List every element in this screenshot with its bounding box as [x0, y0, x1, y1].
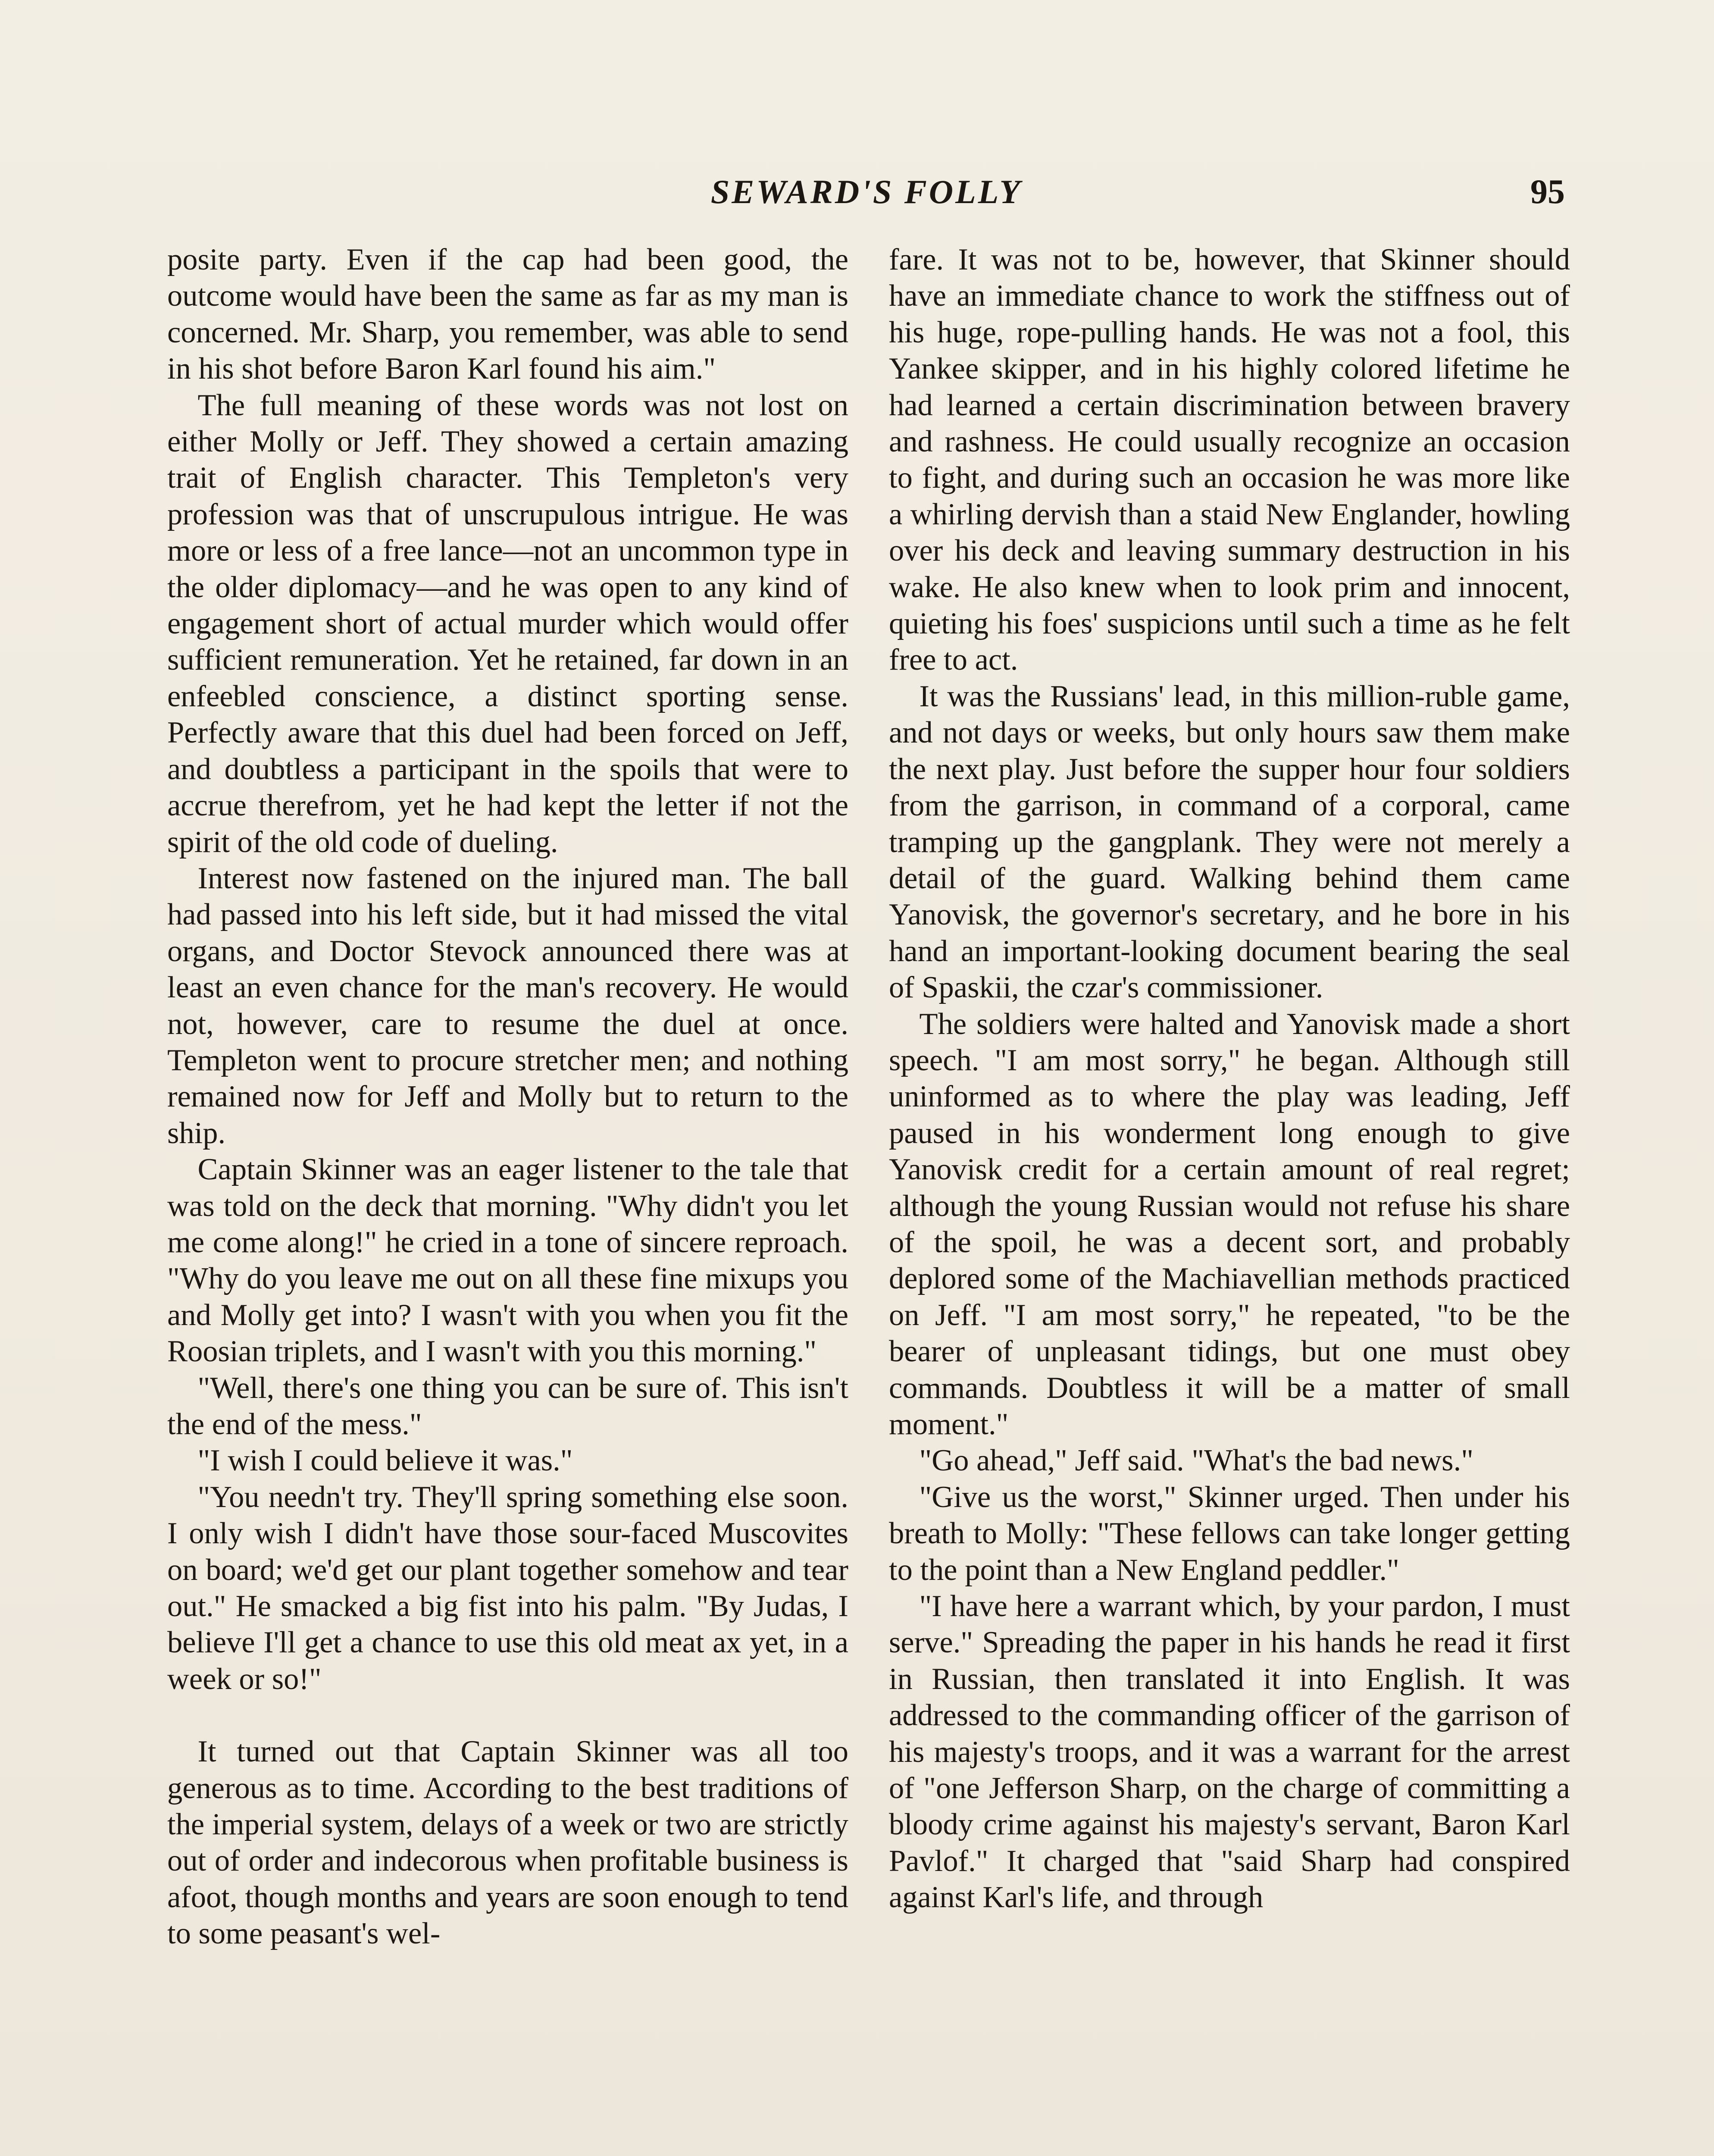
- paragraph: "I have here a warrant which, by your pardon, I must serve." Spreading the paper in his hands he read it first in Russian, then translated it into English. It was addressed to the commanding officer of the garrison of his majesty's troops, and it was a warrant for the arrest of "one Jefferson Sharp, on the charge of committing a bloody crime against his majesty's servant, Baron Karl Pavlof." It charged that "said Sharp had conspired against Karl's life, and through: [889, 1589, 1570, 1915]
- paragraph: fare. It was not to be, however, that Skinner should have an immediate chance to work the stiffness out of his huge, rope-pulling hands. He was not a fool, this Yankee skipper, and in his highly colored lifetime he had learned a certain discrimination between bravery and rashness. He could usually recognize an occasion to fight, and during such an occasion he was more like a whirling dervish than a staid New Englander, howling over his deck and leaving summary destruction in his wake. He also knew when to look prim and innocent, quieting his foes' suspicions until such a time as he felt free to act.: [889, 243, 1570, 677]
- page-number: 95: [1530, 173, 1565, 211]
- paragraph: Captain Skinner was an eager listener to the tale that was told on the deck that morning. "Why didn't you let me come along!" he cried in a tone of sincere reproach. "Why do you leave me out on all these fine mixups you and Molly get into? I wasn't with you when you fit the Roosian triplets, and I wasn't with you this morning.": [167, 1153, 848, 1369]
- paragraph: Interest now fastened on the injured man. The ball had passed into his left side, but it had missed the vital organs, and Doctor Stevock announced there was at least an even chance for the man's recovery. He would not, however, care to resume the duel at once. Templeton went to procure stretcher men; and nothing remained now for Jeff and Molly but to return to the ship.: [167, 861, 848, 1150]
- paragraph: "You needn't try. They'll spring something else soon. I only wish I didn't have those sour-faced Muscovites on board; we'd get our plant together somehow and tear out." He smacked a big fist into his palm. "By Judas, I believe I'll get a chance to use this old meat ax yet, in a week or so!": [167, 1480, 848, 1696]
- paragraph: "Well, there's one thing you can be sure of. This isn't the end of the mess.": [167, 1371, 848, 1441]
- right-text-column: [889, 241, 1570, 1916]
- paragraph: "Give us the worst," Skinner urged. Then under his breath to Molly: "These fellows can take longer getting to the point than a New England peddler.": [889, 1480, 1570, 1587]
- left-text-column: [167, 241, 848, 1952]
- paragraph: "Go ahead," Jeff said. "What's the bad news.": [919, 1444, 1473, 1478]
- paragraph: It turned out that Captain Skinner was all too generous as to time. According to the best traditions of the imperial system, delays of a week or two are strictly out of order and indecorous when profitable business is afoot, though months and years are soon enough to tend to some peasant's wel-: [167, 1735, 848, 1951]
- paragraph: It was the Russians' lead, in this million-ruble game, and not days or weeks, but only hours saw them make the next play. Just before the supper hour four soldiers from the garrison, in command of a corporal, came tramping up the gangplank. They were not merely a detail of the guard. Walking behind them came Yanovisk, the governor's secretary, and he bore in his hand an important-looking document bearing the seal of Spaskii, the czar's commissioner.: [889, 679, 1570, 1005]
- paragraph: "I wish I could believe it was.": [197, 1444, 573, 1478]
- paragraph: posite party. Even if the cap had been good, the outcome would have been the same as far as my man is concerned. Mr. Sharp, you remember, was able to send in his shot before Baron Karl found his aim.": [167, 243, 848, 386]
- paragraph: The soldiers were halted and Yanovisk made a short speech. "I am most sorry," he began. Although still uninformed as to where the play was leading, Jeff paused in his wonderment long enough to give Yanovisk credit for a certain amount of real regret; although the young Russian would not refuse his share of the spoil, he was a decent sort, and probably deplored some of the Machiavellian methods practiced on Jeff. "I am most sorry," he repeated, "to be the bearer of unpleasant tidings, but one must obey commands. Doubtless it will be a matter of small moment.": [889, 1007, 1570, 1441]
- running-title: SEWARD'S FOLLY: [710, 173, 1023, 210]
- paragraph: The full meaning of these words was not lost on either Molly or Jeff. They showed a certain amazing trait of English character. This Templeton's very profession was that of unscrupulous intrigue. He was more or less of a free lance—not an uncommon type in the older diplomacy—and he was open to any kind of engagement short of actual murder which would offer sufficient remuneration. Yet he retained, far down in an enfeebled conscience, a distinct sporting sense. Perfectly aware that this duel had been forced on Jeff, and doubtless a participant in the spoils that were to accrue therefrom, yet he had kept the letter if not the spirit of the old code of dueling.: [167, 388, 848, 859]
- page-header: [168, 172, 1565, 220]
